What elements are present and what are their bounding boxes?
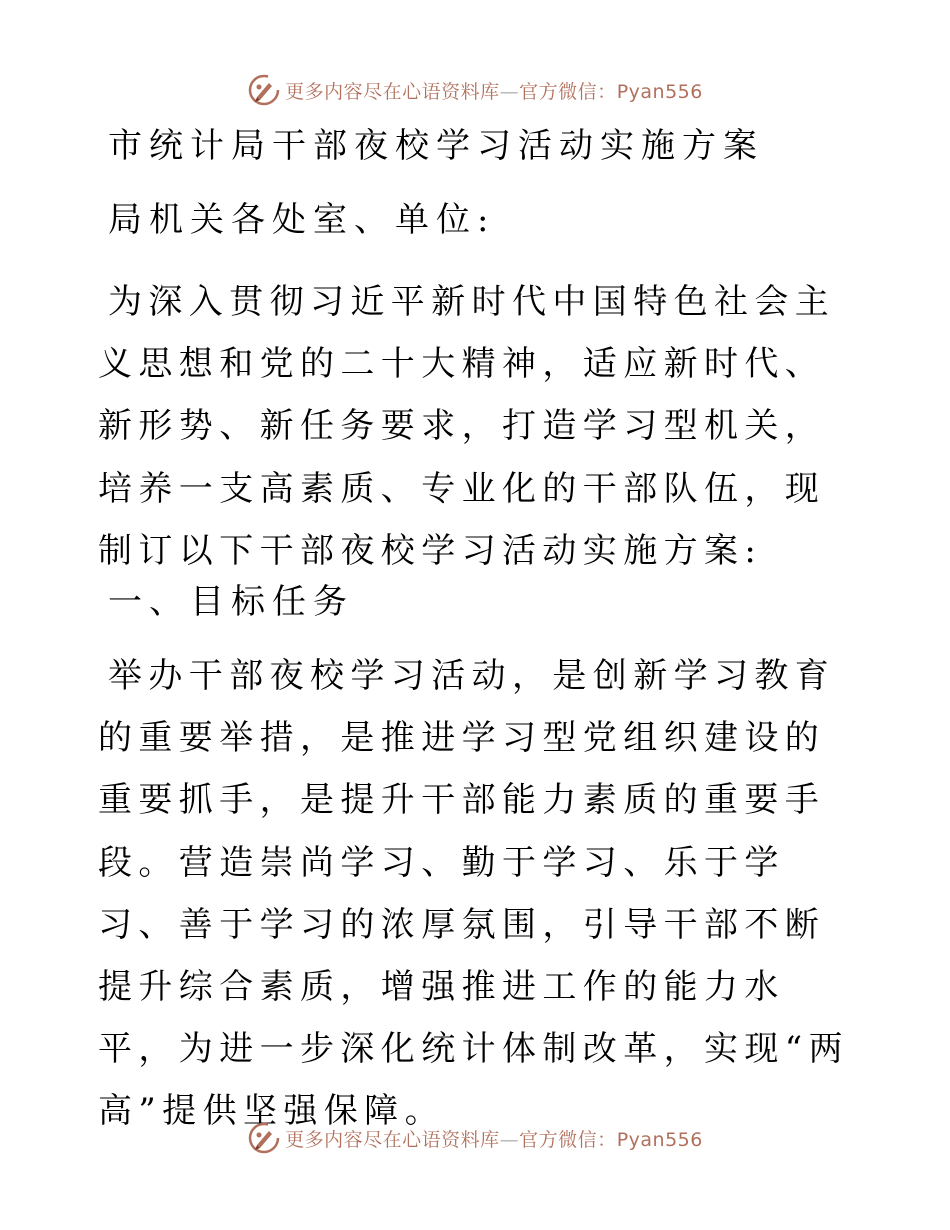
pen-logo-icon: [247, 73, 281, 107]
pen-logo-icon: [247, 1121, 281, 1155]
salutation: 局机关各处室、单位:: [108, 200, 496, 240]
document-title: 市统计局干部夜校学习活动实施方案: [108, 126, 764, 166]
watermark-text: 更多内容尽在心语资料库—官方微信：Pyan556: [285, 1128, 703, 1151]
goals-paragraph: 举办干部夜校学习活动，是创新学习教育的重要举措，是推进学习型党组织建设的重要抓手，是提升干部能力素质的重要手段。营造崇尚学习、勤于学习、乐于学习、善于学习的浓厚氛围，引导干部不断提升综合素质，增强推进工作的能力水平，为进一步深化统计体制改革，实现“两高”提供坚强保障。: [98, 656, 849, 1132]
watermark-banner-top: [0, 70, 950, 110]
watermark-text: 更多内容尽在心语资料库—官方微信：Pyan556: [285, 80, 703, 103]
intro-paragraph: 为深入贯彻习近平新时代中国特色社会主义思想和党的二十大精神，适应新时代、新形势、新任务要求，打造学习型机关，培养一支高素质、专业化的干部队伍，现制订以下干部夜校学习活动实施方案:: [98, 282, 836, 571]
watermark-banner-bottom: [0, 1118, 950, 1158]
section-heading-goals: 一、目标任务: [108, 582, 354, 622]
